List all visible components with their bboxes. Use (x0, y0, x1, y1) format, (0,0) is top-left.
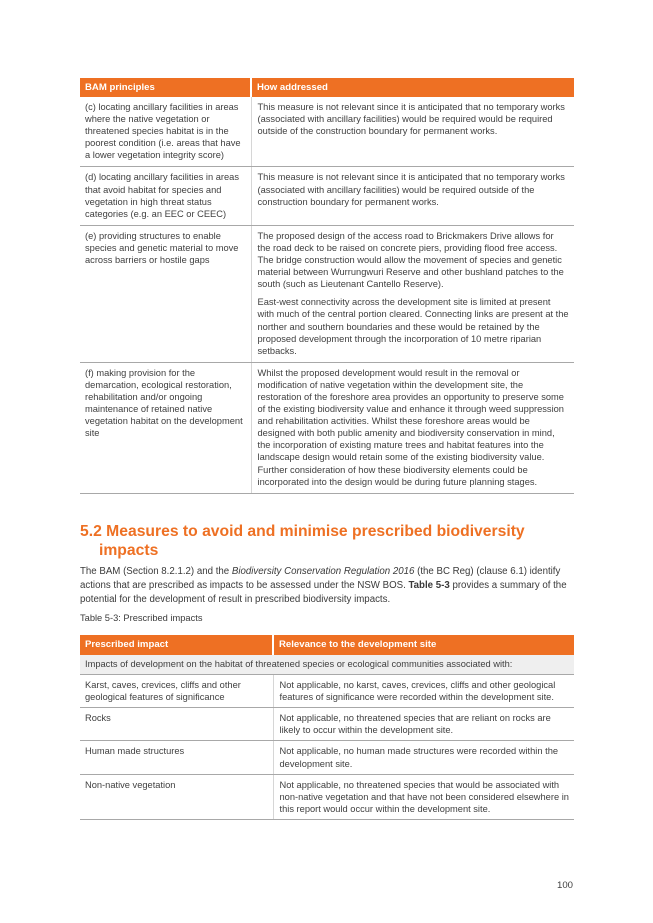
relevance-cell: Not applicable, no human made structures were recorded within the development site. (273, 741, 574, 774)
header-how-addressed: How addressed (251, 78, 574, 97)
relevance-cell: Not applicable, no threatened species that would be associated with non-native vegetation and that have not been considered elsewhere in this report would occur within the development site. (273, 774, 574, 819)
paragraph: East-west connectivity across the development site is limited at present with much of the central portion cleared. Connecting links are present at the norther and southern boundaries and these would be retained by the proposed development through the incorporation of 10 metre riparian setbacks. (257, 297, 569, 356)
principle-cell: (c) locating ancillary facilities in areas where the native vegetation or threatened species habitat is in the poorest condition (i.e. areas that have a lower vegetation integrity score) (80, 97, 251, 167)
principle-cell: (f) making provision for the demarcation, ecological restoration, rehabilitation and/or ongoing maintenance of retained native vegetation habitat on the development site (80, 362, 251, 493)
impact-cell: Human made structures (80, 741, 273, 774)
section-title-line2: impacts (99, 541, 159, 559)
table-row (80, 225, 574, 362)
table-row (80, 741, 574, 774)
addressed-cell (251, 362, 574, 493)
addressed-cell (251, 225, 574, 362)
intro-paragraph (80, 565, 574, 607)
section-number: 5.2 (80, 523, 102, 540)
intro-text: (the BC Reg) (clause 6.1) identify actions that are prescribed as impacts to be assessed under the NSW BOS. (80, 566, 561, 591)
paragraph: Whilst the proposed development would result in the removal or modification of native vegetation within the development site, the restoration of the foreshore area provides an opportunity to preserve some of the existing biodiversity value and enhance it through weed suppression and rehabilitation activities. Whilst these foreshore areas would be designed with both public amenity and biodiversity conservation in mind, the incorporation of existing mature trees and habitat features into the landscape design would retain some of the existing biodiversity value. Further consideration of how these biodiversity elements could be incorporated into the design would be during future planning stages. (257, 367, 564, 487)
table-row (80, 774, 574, 819)
table-span-row (80, 655, 574, 675)
table-row (80, 167, 574, 225)
table-row (80, 675, 574, 708)
table-row (80, 97, 574, 167)
impact-cell: Rocks (80, 708, 273, 741)
header-bam-principles: BAM principles (80, 78, 251, 97)
impact-cell: Non-native vegetation (80, 774, 273, 819)
relevance-cell: Not applicable, no karst, caves, crevices, cliffs and other geological features of significance were recorded within the development site. (273, 675, 574, 708)
addressed-cell (251, 167, 574, 225)
table-row (80, 708, 574, 741)
page-number: 100 (557, 880, 574, 891)
bam-principles-table (80, 78, 574, 494)
table-header-row (80, 78, 574, 97)
impact-cell: Karst, caves, crevices, cliffs and other geological features of significance (80, 675, 273, 708)
intro-text: The BAM (Section 8.2.1.2) and the (80, 566, 232, 577)
header-relevance: Relevance to the development site (273, 635, 574, 655)
table-caption: Table 5-3: Prescribed impacts (80, 613, 203, 623)
section-title-line1: Measures to avoid and minimise prescribed biodiversity (106, 523, 525, 540)
principle-cell: (e) providing structures to enable species and genetic material to move across barriers or hostile gaps (80, 225, 251, 362)
section-heading (80, 523, 574, 560)
span-row-cell: Impacts of development on the habitat of threatened species or ecological communities associated with: (80, 655, 574, 675)
header-prescribed-impact: Prescribed impact (80, 635, 273, 655)
regulation-name: Biodiversity Conservation Regulation 2016 (231, 566, 415, 577)
paragraph: The proposed design of the access road to Brickmakers Drive allows for the road deck to be raised on concrete piers, providing flood free access. The bridge construction would allow the movement of species and genetic material between Wurrungwuri Reserve and other bushland patches to the south (such as Lieutenant Cantello Reserve). (257, 230, 564, 290)
principle-cell: (d) locating ancillary facilities in areas that avoid habitat for species and vegetation in high threat status categories (e.g. an EEC or CEEC) (80, 167, 251, 225)
relevance-cell: Not applicable, no threatened species that are reliant on rocks are likely to occur within the development site. (273, 708, 574, 741)
paragraph: This measure is not relevant since it is anticipated that no temporary works (associated with ancillary facilities) would be required outside of the construction boundary for permanent works. (257, 172, 565, 207)
table-row (80, 362, 574, 493)
table-reference: Table 5-3 (408, 580, 450, 591)
paragraph: This measure is not relevant since it is anticipated that no temporary works (associated with ancillary facilities) would be required would be required outside of the construction boundary for permanent works. (257, 102, 565, 137)
table-header-row (80, 635, 574, 655)
addressed-cell (251, 97, 574, 167)
prescribed-impacts-table (80, 635, 574, 820)
intro-text: provides a summary of the potential for the development of result in prescribed biodiversity impacts. (80, 580, 567, 605)
